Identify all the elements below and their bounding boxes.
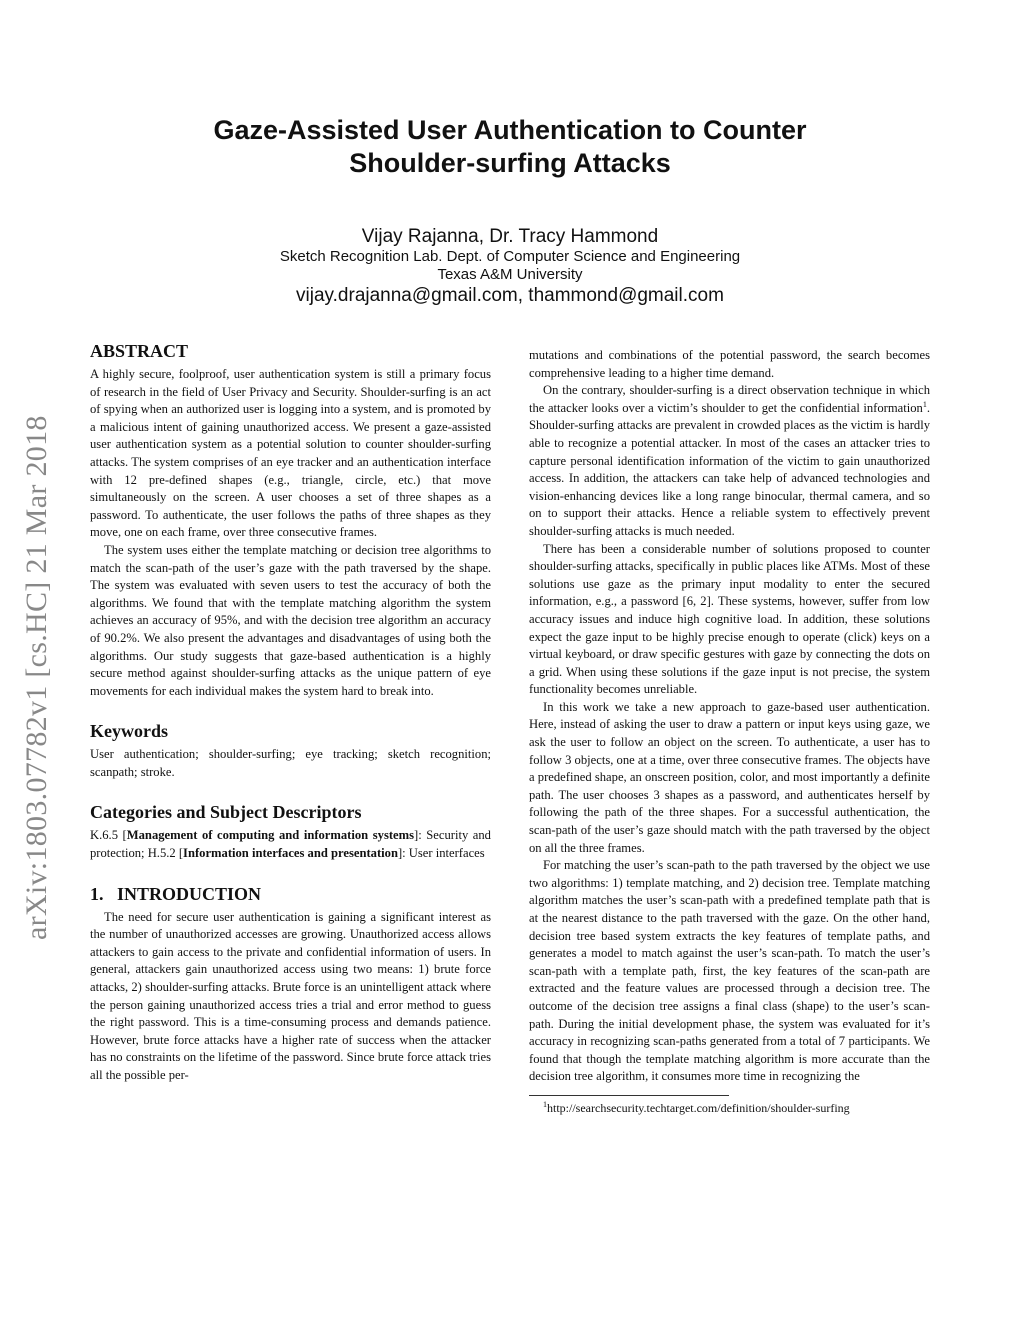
author-block [120,226,900,308]
categories-bold-2: Information interfaces and presentation [183,846,398,861]
title-line-2: Shoulder-surfing Attacks [349,148,671,178]
title-line-1: Gaze-Assisted User Authentication to Counter [213,115,807,145]
footnote [529,1100,930,1116]
introduction-heading: 1. INTRODUCTION [90,883,262,904]
author-emails: vijay.drajanna@gmail.com, thammond@gmail.com [296,285,724,306]
arxiv-stamp: arXiv:1803.07782v1 [cs.HC] 21 Mar 2018 [20,415,53,940]
footnote-mark: 1 [543,1099,547,1109]
footnote-url: http://searchsecurity.techtarget.com/definition/shoulder-surfing [547,1100,850,1115]
abstract-heading: ABSTRACT [90,341,189,361]
categories-text [90,827,491,862]
right-paragraph-1: mutations and combinations of the potential password, the search becomes comprehensive leading to a higher time demand. [529,348,930,380]
author-affiliation: Sketch Recognition Lab. Dept. of Computer Science and Engineering [279,248,741,265]
right-paragraph-4: In this work we take a new approach to gaze-based user authentication. Here, instead of asking the user to draw a pattern or input keys using gaze, we ask the user to follow an object on the screen. To authenticate, a user has to follow 3 objects, one at a time, over three consecutive frames. The objects have a predefined shape, an onscreen position, color, and most importantly a definite path. The user chooses 3 shapes as a password, and authenticates herself by following the path of the three shapes. For a successful authentication, the scan-path of the user’s gaze should match with the path traversed by the object on all the three frames. [529,699,930,855]
paper-title [120,114,900,180]
categories-text-2: ]: Security and protection; H.5.2 [ [90,828,491,861]
categories-text-3: ]: User interfaces [397,846,485,861]
footnote-divider [529,1095,729,1096]
right-paragraph-2 [529,382,930,540]
footnote-ref: 1 [922,399,927,409]
categories-text-1: K.6.5 [ [90,828,127,843]
keywords-heading: Keywords [90,721,168,742]
right-paragraph-2-b: . Shoulder-surfing attacks are prevalent in crowded places as the victim is hardly able to recognize a potential attacker. In most of the cases an attacker tries to capture personal identification information of the victim to gain unauthorized access. In addition, the attackers can take help of advanced technologies and vision-enhancing devices like a long range binocular, thermal camera, and so on to support their attacks. Hence a reliable system to effectively prevent shoulder-surfing attacks is much needed. [529,400,930,538]
right-column [529,347,930,1116]
abstract-paragraph-2: The system uses either the template matching or decision tree algorithms to match the scan-path of the user’s gaze with the path traversed by the shape. The system was evaluated with seven users to test the accuracy of both the algorithms. We found that with the template matching algorithm the system achieves an accuracy of 95%, and with the decision tree algorithm an accuracy of 90.2%. We also present the advantages and disadvantages of using both the algorithms. Our study suggests that gaze-based authentication is a highly secure method against shoulder-surfing attacks as the unique pattern of eye movements for each individual makes the system hard to break into. [90,542,491,698]
abstract-paragraph-1: A highly secure, foolproof, user authentication system is still a primary focus of research in the field of User Privacy and Security. Shoulder-surfing is an act of spying when an authorized user is logging into a system, and is promoted by a malicious intent of gaining unauthorized access. We present a gaze-assisted user authentication system as a potential solution to counter shoulder-surfing attacks. The system comprises of an eye tracker and an authentication interface with 12 pre-defined shapes (e.g., triangle, circle, etc.) that move simultaneously on the screen. A user chooses a set of three shapes as a password. To authenticate, the user follows the paths of three shapes as they move, one on each frame, over three consecutive frames. [90,367,491,540]
right-paragraph-2-a: On the contrary, shoulder-surfing is a direct observation technique in which the attacker looks over a victim’s shoulder to get the confidential information [529,383,930,415]
left-column [90,340,491,1085]
categories-bold-1: Management of computing and information systems [126,828,415,843]
keywords-text: User authentication; shoulder-surfing; eye tracking; sketch recognition; scanpath; stroke. [90,747,491,779]
introduction-paragraph-1: The need for secure user authentication is gaining a significant interest as the number of unauthorized accesses are growing. Unauthorized access allows attackers to gain access to the private and confidential information of users. In general, attackers gain unauthorized access using two means: 1) brute force attacks, 2) shoulder-surfing attacks. Brute force is an unintelligent attack where the person gaining unauthorized access tries a trial and error method to guess the right password. This is a time-consuming process and demands patience. However, brute force attacks have a higher rate of success when the attacker has no constraints on the lifetime of the password. Since brute force attack tries all the possible per- [90,909,491,1082]
author-names: Vijay Rajanna, Dr. Tracy Hammond [361,226,659,247]
right-paragraph-5: For matching the user’s scan-path to the path traversed by the object we use two algorithms: 1) template matching, and 2) decision tree. Template matching algorithm matches the user’s scan-path with a predefined template path that is at the nearest distance to the path traversed with the gaze. On the other hand, decision tree based system extracts the key features of template paths, and generates a model to match against the user’s scan-path. To match the user’s scan-path with a template path, first, the key features of the scan-path are extracted and the feature values are processed through a decision tree. The outcome of the decision tree assigns a final class (shape) to the user’s scan-path. During the initial development phase, the system was evaluated for it’s accuracy in recognizing scan-paths generated from a total of 7 participants. We found that though the template matching algorithm is more accurate than the decision tree algorithm, it consumes more time in recognizing the [529,858,930,1084]
right-paragraph-3: There has been a considerable number of solutions proposed to counter shoulder-surfing attacks, specifically in public places like ATMs. Most of these solutions use gaze as the primary input modality to enter the secured information, e.g., a password [6, 2]. These systems, however, suffer from low accuracy issues and induce high cognitive load. In addition, these solutions expect the gaze input to be highly precise enough to operate (click) keys on a virtual keyboard, or draw specific gestures with gaze by connecting the dots on a grid. When using these solutions if the gaze input is not precise, the system functionality becomes unreliable. [529,541,930,697]
categories-heading: Categories and Subject Descriptors [90,802,362,823]
author-university: Texas A&M University [437,266,583,283]
